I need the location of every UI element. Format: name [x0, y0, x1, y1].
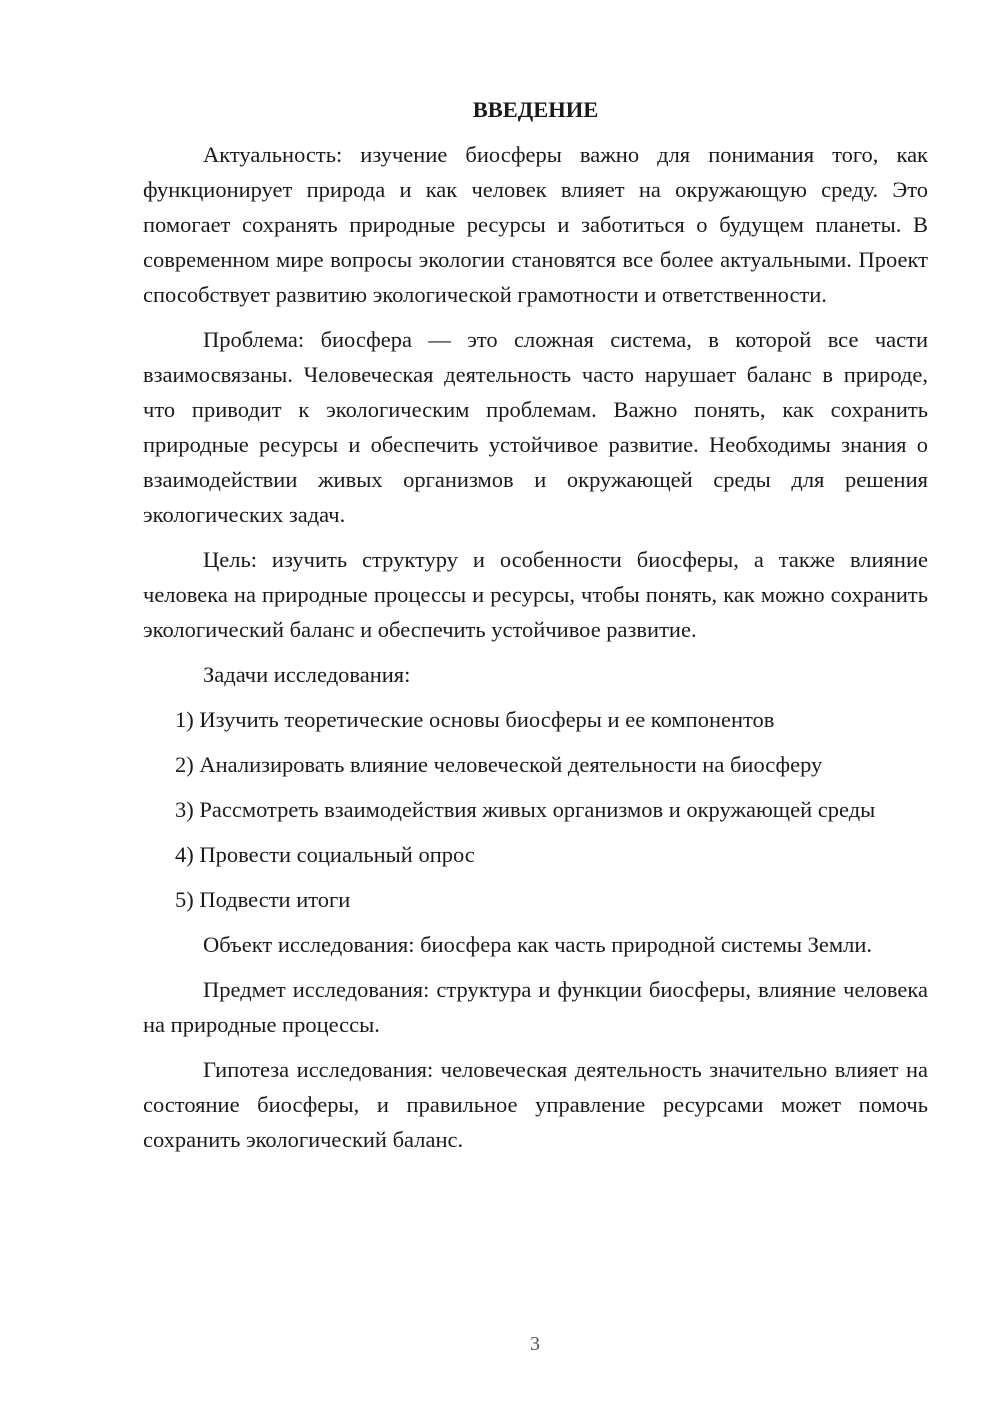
task-item: 4) Провести социальный опрос: [175, 842, 475, 867]
task-item: 1) Изучить теоретические основы биосферы и ее компонентов: [175, 707, 775, 732]
object-paragraph: Объект исследования: биосфера как часть природной системы Земли.: [203, 932, 873, 957]
problem-paragraph: Проблема: биосфера — это сложная система, в которой все части взаимосвязаны. Человеческая деятельность часто нарушает баланс в природе, что приводит к экологическим проблемам. Важно понять, как сохранить природные ресурсы и обеспечить устойчивое развитие. Необходимы знания о взаимодействии живых организмов и окружающей среды для решения экологических задач.: [143, 327, 928, 527]
relevance-paragraph: Актуальность: изучение биосферы важно для понимания того, как функционирует природа и как человек влияет на окружающую среду. Это помогает сохранять природные ресурсы и заботиться о будущем планеты. В современном мире вопросы экологии становятся все более актуальными. Проект способствует развитию экологической грамотности и ответственности.: [143, 142, 928, 307]
document-body: [143, 92, 928, 1167]
task-item: 2) Анализировать влияние человеческой деятельности на биосферу: [175, 752, 823, 777]
task-item: 5) Подвести итоги: [175, 887, 351, 912]
task-item: 3) Рассмотреть взаимодействия живых организмов и окружающей среды: [175, 797, 876, 822]
goal-paragraph: Цель: изучить структуру и особенности биосферы, а также влияние человека на природные процессы и ресурсы, чтобы понять, как можно сохранить экологический баланс и обеспечить устойчивое развитие.: [143, 547, 928, 642]
subject-paragraph: Предмет исследования: структура и функции биосферы, влияние человека на природные процессы.: [143, 977, 928, 1037]
tasks-heading: Задачи исследования:: [203, 662, 411, 687]
page-number: 3: [530, 1333, 540, 1355]
hypothesis-paragraph: Гипотеза исследования: человеческая деятельность значительно влияет на состояние биосферы, и правильное управление ресурсами может помочь сохранить экологический баланс.: [143, 1057, 928, 1152]
page-title: ВВЕДЕНИЕ: [472, 97, 599, 122]
